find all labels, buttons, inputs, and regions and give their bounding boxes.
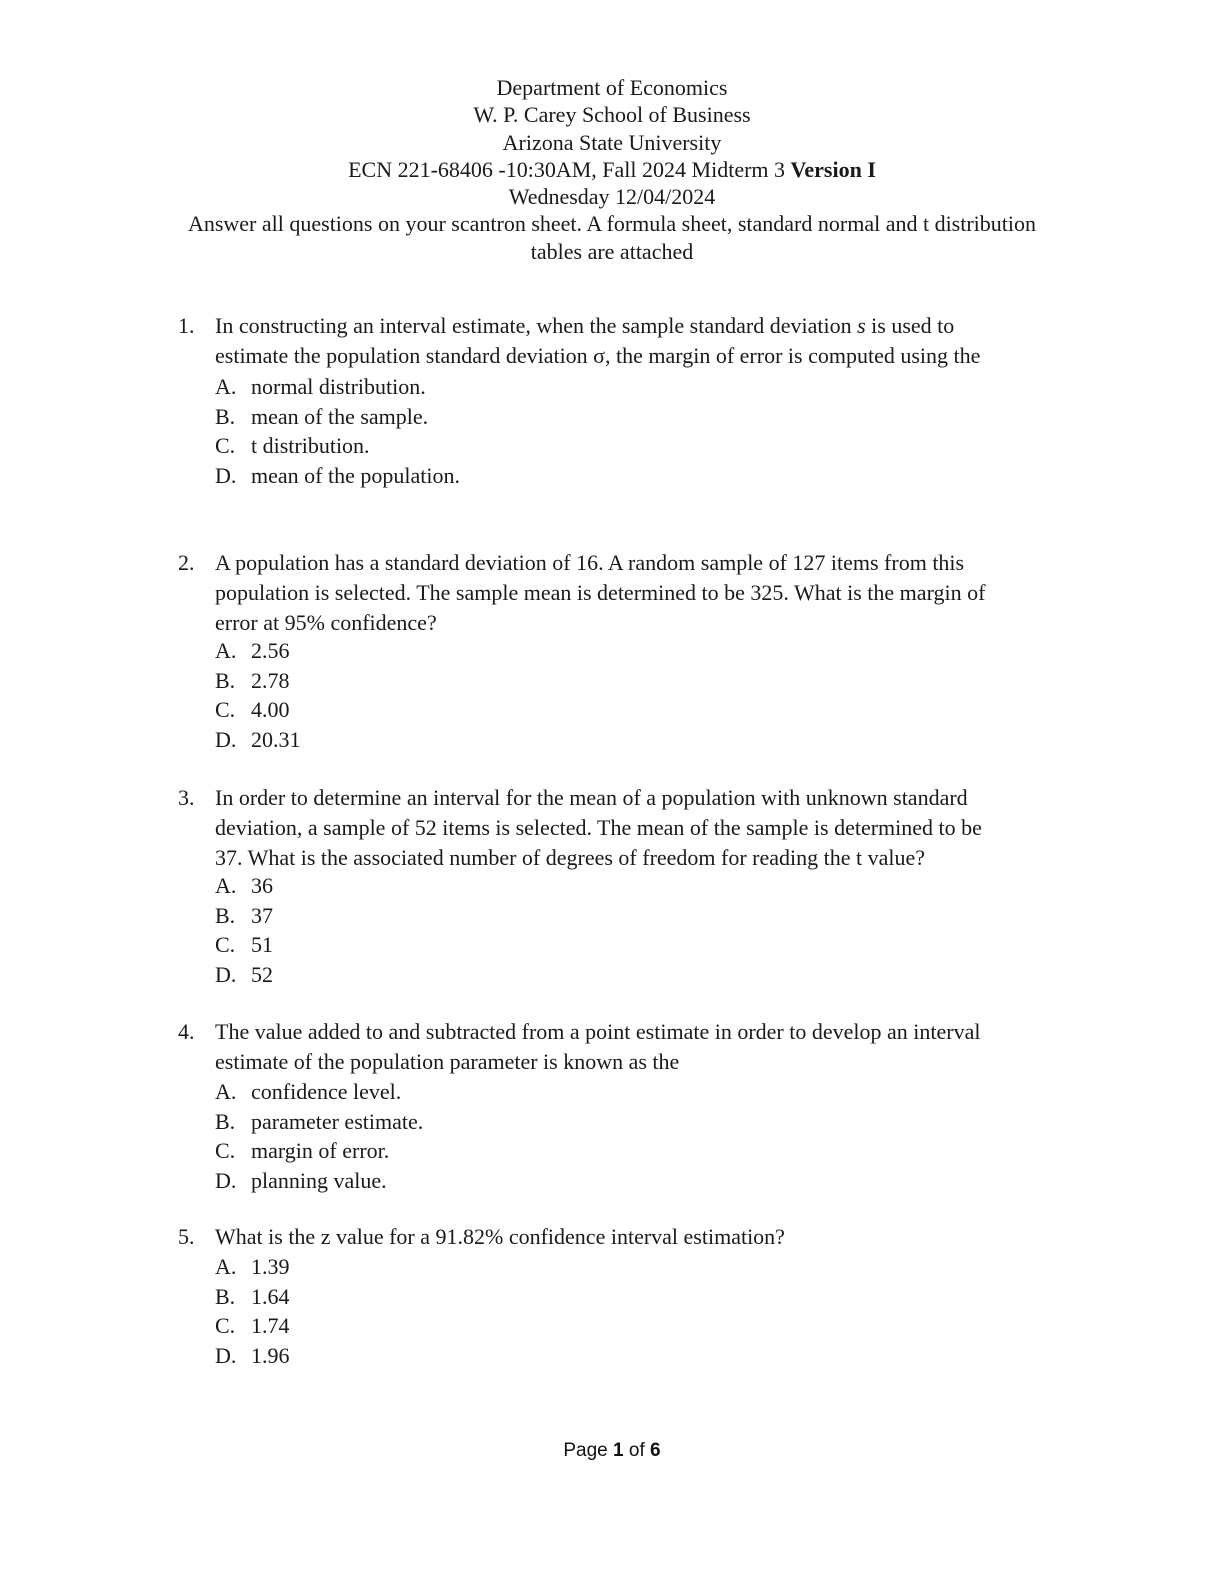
answer-option-a [215, 372, 815, 402]
university-name: Arizona State University [502, 129, 722, 155]
answer-option-d [215, 1341, 815, 1371]
total-pages: 6 [650, 1440, 661, 1461]
option-text: 1.96 [251, 1342, 290, 1368]
answer-option-a [215, 1252, 815, 1282]
answer-options [215, 1077, 815, 1195]
answer-option-b [215, 1107, 815, 1137]
option-letter: B. [215, 1108, 236, 1134]
option-letter: C. [215, 1313, 236, 1338]
question-number: 5. [178, 1224, 195, 1249]
question-text [215, 1222, 1055, 1252]
question-line: 37. What is the associated number of degrees of freedom for reading the t value? [215, 845, 926, 870]
answer-option-d [215, 960, 815, 990]
option-text: parameter estimate. [251, 1108, 424, 1134]
option-text: planning value. [251, 1167, 387, 1193]
of-word: of [628, 1440, 645, 1461]
option-letter: B. [215, 403, 236, 429]
answer-options [215, 1252, 815, 1370]
option-text: 2.78 [251, 667, 290, 693]
answer-option-c [215, 1311, 815, 1341]
option-letter: C. [215, 697, 236, 722]
answer-option-b [215, 901, 815, 931]
answer-option-a [215, 636, 815, 666]
option-letter: D. [215, 1342, 237, 1368]
answer-options [215, 871, 815, 989]
option-text: 37 [251, 902, 273, 928]
answer-option-c [215, 930, 815, 960]
option-letter: A. [215, 873, 237, 898]
option-letter: A. [215, 638, 237, 663]
answer-option-b [215, 666, 815, 696]
option-text: 4.00 [251, 697, 290, 722]
answer-option-a [215, 1077, 815, 1107]
exam-date: Wednesday 12/04/2024 [508, 184, 716, 210]
answer-option-b [215, 402, 815, 432]
option-text: 51 [251, 932, 273, 957]
option-text: 52 [251, 961, 273, 987]
option-text: 1.74 [251, 1313, 290, 1338]
option-text: t distribution. [251, 433, 370, 458]
variable-s: s [857, 313, 866, 338]
page-word: Page [563, 1440, 608, 1461]
option-text: mean of the sample. [251, 403, 429, 429]
question-line: estimate the population standard deviation σ, the margin of error is computed using the [215, 343, 981, 368]
option-text: 1.39 [251, 1254, 290, 1279]
department-name: Department of Economics [496, 75, 728, 100]
question-text [215, 1017, 1055, 1077]
question-number: 3. [178, 785, 195, 810]
question-text [215, 311, 1055, 371]
option-letter: A. [215, 1254, 237, 1279]
question-line: In constructing an interval estimate, when the sample standard deviation s is used to [215, 313, 955, 338]
exam-header [0, 74, 1224, 265]
option-text: 1.64 [251, 1283, 290, 1309]
question-line: In order to determine an interval for the mean of a population with unknown standard [215, 785, 968, 810]
option-letter: B. [215, 1283, 236, 1309]
answer-option-c [215, 1136, 815, 1166]
option-text: mean of the population. [251, 462, 460, 488]
answer-option-d [215, 1166, 815, 1196]
current-page-number: 1 [613, 1440, 624, 1461]
question-line: What is the z value for a 91.82% confidence interval estimation? [215, 1224, 785, 1249]
option-letter: A. [215, 374, 237, 399]
question-number: 2. [178, 550, 195, 575]
option-letter: B. [215, 667, 236, 693]
option-letter: C. [215, 1138, 236, 1163]
option-text: 2.56 [251, 638, 290, 663]
question-line: population is selected. The sample mean is determined to be 325. What is the margin of [215, 580, 986, 605]
course-info: ECN 221-68406 -10:30AM, Fall 2024 Midterm 3 [348, 156, 786, 182]
course-line [0, 156, 1224, 183]
answer-option-c [215, 695, 815, 725]
answer-option-a [215, 871, 815, 901]
option-text: margin of error. [251, 1138, 390, 1163]
question-line: error at 95% confidence? [215, 610, 437, 635]
answer-option-c [215, 431, 815, 461]
question-line: estimate of the population parameter is known as the [215, 1049, 680, 1074]
school-name: W. P. Carey School of Business [473, 102, 751, 128]
option-letter: D. [215, 961, 237, 987]
question-line: A population has a standard deviation of 16. A random sample of 127 items from this [215, 550, 965, 575]
exam-version: Version I [790, 156, 876, 182]
question-text [215, 548, 1055, 638]
option-letter: C. [215, 932, 236, 957]
instructions-line-1: Answer all questions on your scantron sheet. A formula sheet, standard normal and t distribution [187, 211, 1037, 237]
answer-options [215, 372, 815, 490]
answer-options [215, 636, 815, 754]
option-letter: D. [215, 462, 237, 488]
option-letter: B. [215, 902, 236, 928]
answer-option-d [215, 725, 815, 755]
option-letter: A. [215, 1079, 237, 1104]
answer-option-d [215, 461, 815, 491]
question-number: 4. [178, 1019, 195, 1044]
question-line: deviation, a sample of 52 items is selected. The mean of the sample is determined to be [215, 815, 982, 840]
option-letter: C. [215, 433, 236, 458]
option-letter: D. [215, 726, 237, 752]
option-letter: D. [215, 1167, 237, 1193]
answer-option-b [215, 1282, 815, 1312]
question-number: 1. [178, 313, 195, 338]
question-line: The value added to and subtracted from a point estimate in order to develop an interval [215, 1019, 981, 1044]
question-text [215, 783, 1055, 873]
page-footer [0, 1440, 1224, 1462]
option-text: normal distribution. [251, 374, 426, 399]
option-text: 36 [251, 873, 273, 898]
instructions-line-2: tables are attached [530, 238, 694, 264]
option-text: confidence level. [251, 1079, 402, 1104]
option-text: 20.31 [251, 726, 301, 752]
